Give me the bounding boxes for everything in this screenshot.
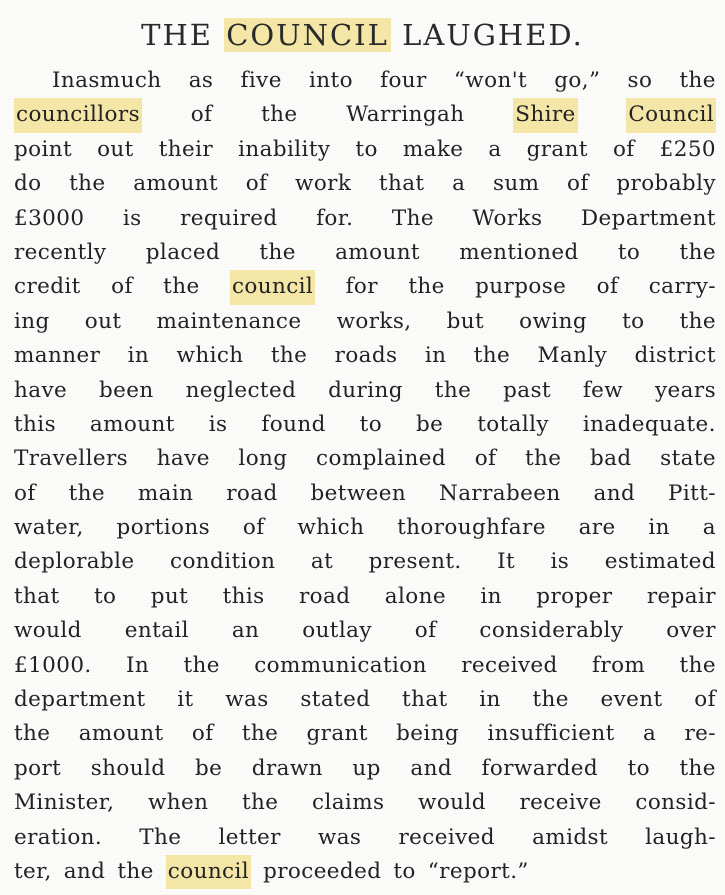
article-word: a [642,721,657,747]
article-word: and [63,858,106,884]
article-word: inability [238,136,331,162]
article-word: received [461,652,558,678]
article-word: for. [316,205,354,231]
article-word: that [402,687,448,713]
article-line [14,270,716,304]
article-word: is [122,205,142,231]
article-line [14,64,716,98]
article-line [14,717,716,751]
article-line [14,305,716,339]
article-word: insufficient [487,721,615,747]
article-word: five [240,68,282,93]
article-word: alone [384,583,446,609]
article-word: of [111,274,133,300]
article-word: amidst [532,824,608,850]
article-word: carry- [648,274,716,300]
article-word: their [158,136,214,162]
article-word: is [550,549,570,575]
highlighted-word: councillors [14,98,142,132]
article-word: Department [580,205,716,231]
article-word: was [225,687,269,713]
article-word: ter, [14,858,52,884]
article-word: the [679,308,716,334]
article-word: to [359,411,383,437]
article-word: neglected [185,377,297,403]
article-word: communication [254,652,427,678]
article-word: deplorable [14,549,135,575]
article-word: placed [145,239,221,265]
article-line [14,98,716,132]
article-word: received [398,824,495,850]
article-word: so [627,68,653,93]
article-word: be [415,411,444,437]
article-word: been [99,377,154,403]
article-word: the [408,274,445,300]
highlighted-word: council [166,855,251,889]
article-word: condition [170,549,276,575]
article-word: would [418,790,486,816]
article-word: event [600,687,663,713]
article-word: the [473,343,511,369]
article-line [14,752,716,786]
article-word: amount [89,411,175,437]
article-word: this [14,411,56,437]
article-word: Warringah [346,102,465,128]
article-word: grant [526,136,588,162]
article-word: consid- [635,790,716,816]
article-word: in [127,343,150,369]
article-line [14,786,716,820]
article-word: the [270,343,308,369]
highlighted-word: council [230,270,315,304]
article-word: letter [218,824,281,850]
article-word: of [567,171,589,197]
article-word: being [396,721,460,747]
article-word: it [177,687,194,713]
article-word: the [117,858,154,884]
article-word: recently [14,239,107,265]
article-word: be [194,755,223,781]
article-word: from [592,652,646,678]
article-word: should [90,755,166,781]
article-word: Minister, [14,790,115,816]
article-word: It [497,549,516,575]
highlighted-word: Shire [513,98,577,132]
article-line [14,511,716,545]
article-word: this [222,583,265,609]
article-line [14,821,716,855]
article-word: Narrabeen [438,480,561,506]
article-word: of [694,687,716,713]
article-word: the [241,790,279,816]
article-word: and [410,755,452,781]
article-word: complained [316,446,447,472]
article-word: to [617,239,641,265]
article-word: In [125,652,150,678]
headline-word: LAUGHED. [402,18,584,52]
article-word: repair [646,583,716,609]
article-word: are [578,515,616,541]
article-word: thoroughfare [397,515,546,541]
article-word: the [434,377,472,403]
article-word: an [231,618,260,644]
article-word: water, [14,515,84,541]
article-line [14,236,716,270]
headline-word: THE [141,18,213,52]
article-word: proceeded [263,858,382,884]
article-word: put [150,583,189,609]
article-word: bad [590,446,632,472]
article-word: road [226,480,278,506]
article-word: sum [492,171,540,197]
article-word: which [176,343,244,369]
article-word: ing [14,308,50,334]
article-word: Works [472,205,543,231]
article-line [14,442,716,476]
article-word: The [139,824,182,850]
article-word: inadequate. [582,411,716,437]
article-word: of [474,446,497,472]
article-word: over [666,618,716,644]
article-word: grant [306,721,368,747]
article-word: of [242,515,265,541]
article-word: state [660,446,716,472]
article-word: in [480,583,502,609]
article-word: “won't [453,68,528,93]
article-line [14,614,716,648]
article-word: Pitt- [668,480,716,506]
article-word: Manly [537,343,608,369]
article-word: the [679,68,716,93]
article-word: the [679,755,716,781]
article-word: the [532,687,569,713]
article-word: of [245,171,268,197]
article-word: four [380,68,427,93]
article-body [14,64,716,889]
article-word: amount [133,171,219,197]
article-word: found [261,411,326,437]
article-word: works, [336,308,412,334]
article-word: but [446,308,485,334]
article-word: the [68,480,105,506]
article-word: forwarded [481,755,599,781]
article-word: The [391,205,434,231]
article-word: go,” [554,68,601,93]
article-word: to [622,308,645,334]
article-word: of [596,274,619,300]
article-word: between [310,480,407,506]
article-word: do [14,171,42,197]
article-word: re- [684,721,716,747]
article-word: the [69,171,106,197]
article-word: portions [116,515,211,541]
article-word: district [634,343,716,369]
article-word: of [191,721,214,747]
article-word: present. [368,549,462,575]
article-word: road [298,583,351,609]
article-word: few [582,377,624,403]
article-word: up [352,755,381,781]
article-line [14,374,716,408]
article-word: the [679,652,716,678]
article-word: owing [519,308,587,334]
article-word: laugh- [645,824,716,850]
article-word: drawn [251,755,323,781]
article-line [14,408,716,442]
article-word: purpose [475,274,567,300]
article-word: in [479,687,501,713]
article-word: that [14,583,60,609]
article-word: during [328,377,403,403]
article-word: the [183,652,220,678]
article-word: of [612,136,635,162]
article-word: amount [78,721,164,747]
article-word: Travellers [14,446,129,472]
article-word: required [180,205,278,231]
article-word: main [137,480,194,506]
article-word: is [208,411,228,437]
article-word: roads [334,343,398,369]
article-line [14,545,716,579]
article-word: of [414,618,437,644]
article-word: out [97,136,134,162]
article-word: department [14,687,146,713]
article-word: make [402,136,464,162]
article-word: when [147,790,209,816]
article-line [14,683,716,717]
article-word: totally [477,411,549,437]
article-word: would [14,618,82,644]
article-word: the [261,102,298,128]
article-word: of [14,480,36,506]
article-word: considerably [479,618,624,644]
article-word: the [259,239,296,265]
article-word: maintenance [156,308,302,334]
article-line [14,855,716,889]
article-word: estimated [604,549,716,575]
article-word: in [648,515,670,541]
article-line [14,133,716,167]
article-word: past [503,377,551,403]
article-word: “report.” [427,858,529,884]
article-word: point [14,136,73,162]
article-word: outlay [302,618,372,644]
article-word: years [655,377,716,403]
article-line [14,202,716,236]
article-word: £250 [659,136,716,162]
article-word: £1000. [14,652,92,678]
article-word: mentioned [459,239,579,265]
article-word: the [14,721,51,747]
article-word: to [393,858,416,884]
article-word: was [317,824,362,850]
article-word: amount [335,239,420,265]
article-word: the [524,446,562,472]
article-word: that [378,171,425,197]
article-word: have [14,377,68,403]
article-word: port [14,755,62,781]
article-word: in [424,343,447,369]
article-word: stated [300,687,371,713]
article-line [14,580,716,614]
article-word: into [309,68,353,93]
article-word: to [355,136,378,162]
article-word: the [163,274,200,300]
headline-highlighted-word: COUNCIL [226,18,389,52]
highlighted-word: Council [626,98,716,132]
article-line [14,339,716,373]
article-headline [0,18,725,52]
article-word: to [627,755,650,781]
article-word: eration. [14,824,103,850]
article-word: credit [14,274,81,300]
article-word: out [84,308,122,334]
article-line [14,649,716,683]
article-word: receive [519,790,602,816]
article-word: Inasmuch [52,68,162,93]
article-word: probably [616,171,716,197]
article-word: long [238,446,288,472]
article-word: a [702,515,716,541]
article-word: entail [124,618,189,644]
article-word: a [488,136,502,162]
article-word: work [295,171,352,197]
article-word: to [93,583,117,609]
article-word: and [593,480,636,506]
article-word: as [188,68,214,93]
article-line [14,477,716,511]
article-word: have [156,446,210,472]
article-word: a [452,171,466,197]
article-word: the [679,239,716,265]
article-word: which [297,515,365,541]
article-word: at [310,549,334,575]
article-word: of [190,102,213,128]
article-word: the [241,721,279,747]
article-word: £3000 [14,205,85,231]
article-word: proper [536,583,613,609]
article-word: for [345,274,378,300]
article-word: manner [14,343,101,369]
article-line [14,167,716,201]
article-word: claims [312,790,385,816]
